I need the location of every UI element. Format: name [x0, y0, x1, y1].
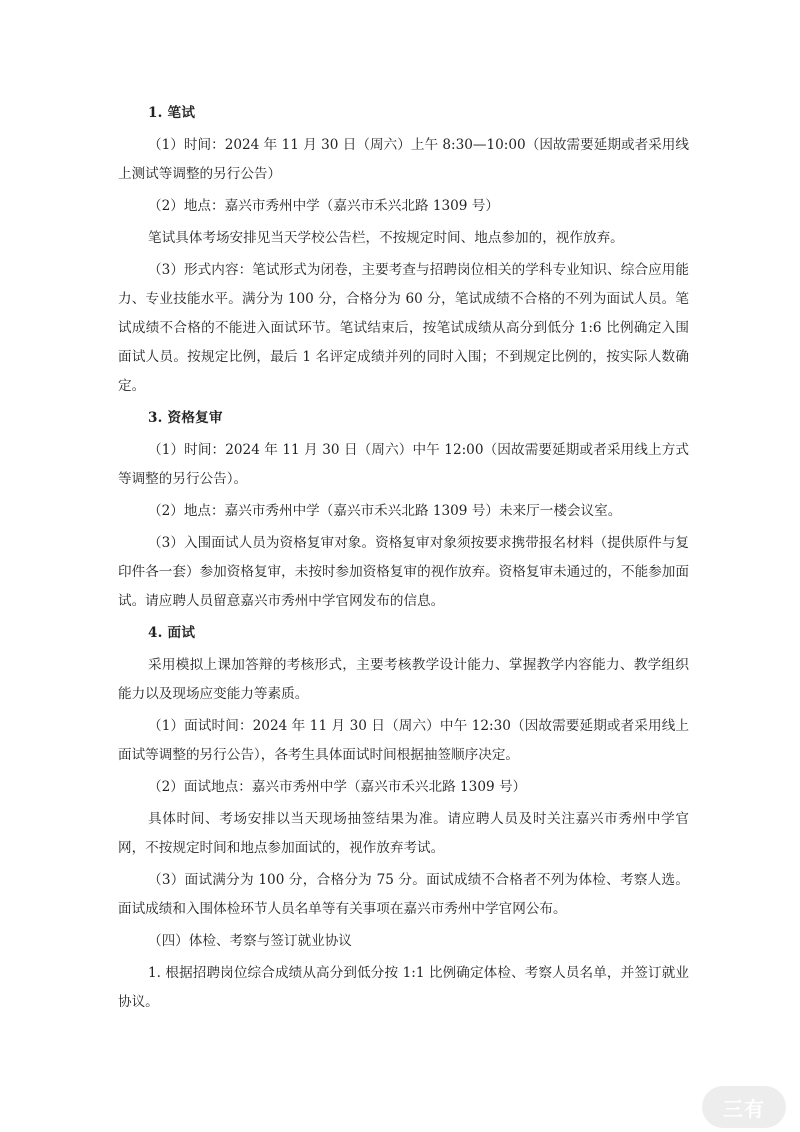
paragraph-written-exam-time: （1）时间：2024 年 11 月 30 日（周六）上午 8:30—10:00（因故需要延期或者采用线上测试等调整的另行公告） — [118, 137, 689, 182]
paragraph-interview-time: （1）面试时间：2024 年 11 月 30 日（周六）中午 12:30（因故需要延期或者采用线上面试等调整的另行公告），各考生具体面试时间根据抽签顺序决定。 — [118, 718, 689, 763]
paragraph-review-time: （1）时间：2024 年 11 月 30 日（周六）中午 12:00（因故需要延期或者采用线上方式等调整的另行公告）。 — [118, 442, 689, 487]
paragraph-physical-exam-list: 1. 根据招聘岗位综合成绩从高分到低分按 1:1 比例确定体检、考察人员名单，并签订就业协议。 — [118, 965, 689, 1010]
paragraph-review-materials: （3）入围面试人员为资格复审对象。资格复审对象须按要求携带报名材料（提供原件与复印件各一套）参加资格复审，未按时参加资格复审的视作放弃。资格复审未通过的，不能参加面试。请应聘人员留意嘉兴市秀州中学官网发布的信息。 — [118, 535, 689, 609]
paragraph-physical-exam-heading: （四）体检、考察与签订就业协议 — [148, 933, 352, 949]
paragraph-interview-location: （2）面试地点：嘉兴市秀州中学（嘉兴市禾兴北路 1309 号） — [148, 779, 527, 795]
paragraph-written-exam-room: 笔试具体考场安排见当天学校公告栏，不按规定时间、地点参加的，视作放弃。 — [148, 230, 624, 246]
paragraph-written-exam-format: （3）形式内容：笔试形式为闭卷，主要考查与招聘岗位相关的学科专业知识、综合应用能力、专业技能水平。满分为 100 分，合格分为 60 分，笔试成绩不合格的不列为面试人员。笔试成绩不合格的不能进入面试环节。笔试结束后，按笔试成绩从高分到低分 1:6 比例确定入围面试人员。按规定比例，最后 1 名评定成绩并列的同时入围；不到规定比例的，按实际人数确定。 — [118, 262, 689, 394]
paragraph-interview-format: 采用模拟上课加答辩的考核形式，主要考核教学设计能力、掌握教学内容能力、教学组织能力以及现场应变能力等素质。 — [118, 657, 689, 702]
paragraph-interview-score: （3）面试满分为 100 分，合格分为 75 分。面试成绩不合格者不列为体检、考察人选。面试成绩和入围体检环节人员名单等有关事项在嘉兴市秀州中学官网公布。 — [118, 872, 689, 917]
watermark-badge — [702, 1086, 786, 1128]
section-heading-qualification-review: 3. 资格复审 — [148, 410, 223, 426]
paragraph-interview-schedule: 具体时间、考场安排以当天现场抽签结果为准。请应聘人员及时关注嘉兴市秀州中学官网，不按规定时间和地点参加面试的，视作放弃考试。 — [118, 811, 689, 856]
document-content — [118, 99, 689, 1020]
paragraph-review-location: （2）地点：嘉兴市秀州中学（嘉兴市禾兴北路 1309 号）未来厅一楼会议室。 — [148, 503, 622, 519]
section-heading-written-exam: 1. 笔试 — [148, 105, 196, 121]
paragraph-written-exam-location: （2）地点：嘉兴市秀州中学（嘉兴市禾兴北路 1309 号） — [148, 198, 499, 214]
section-heading-interview: 4. 面试 — [148, 625, 196, 641]
watermark-text: 三有 — [723, 1096, 765, 1121]
